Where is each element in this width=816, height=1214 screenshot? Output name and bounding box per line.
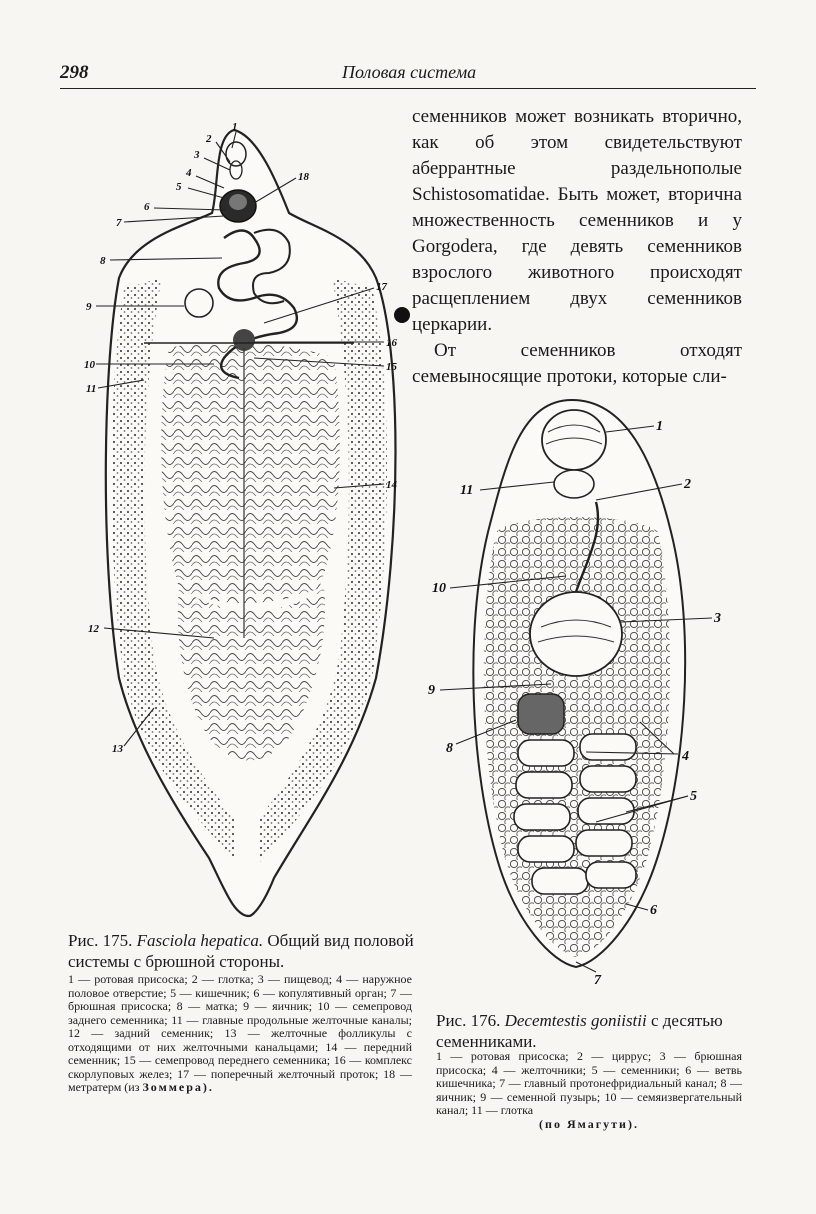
figure-175-fasciola-hepatica: [84, 118, 414, 918]
fig175-label: 5: [176, 181, 182, 193]
body-text: [412, 104, 742, 390]
fig175-label: 12: [88, 623, 99, 635]
fig175-label: 16: [386, 337, 397, 349]
fig175-label: 2: [206, 133, 212, 145]
legend-text: 1 — ротовая присоска; 2 — глотка; 3 — пищевод; 4 — наружное половое отверстие; 5 — кишечник; 6 — копулятивный орган; 7 — брюшная присоска; 8 — матка; 9 — яичник; 10 — семепровод заднего семенника; 11 — главные продольные желточные каналы; 12 — задний семенник; 13 — желточные фолликулы с отходящими от них желточными канальцами; 14 — передний семенник; 15 — семепровод переднего семенника; 16 — комплекс скорлуповых желез; 17 — поперечный желточный проток; 18 — метратерм (из: [68, 972, 412, 1094]
testis: [576, 830, 632, 856]
legend-source: (по Ямагути).: [539, 1116, 639, 1131]
caption-text: Общий вид половой системы с брюшной стороны.: [68, 931, 414, 971]
fig175-label: 9: [86, 301, 92, 313]
running-title: Половая система: [342, 62, 477, 82]
body-paragraph-2: От семенников отходят семевыносящие протоки, которые сли-: [412, 340, 742, 387]
ventral-sucker: [530, 592, 622, 676]
fig175-label: 11: [86, 383, 97, 395]
testis: [580, 766, 636, 792]
fig176-label: 1: [656, 419, 663, 434]
fig176-label: 3: [714, 611, 721, 626]
fig176-label: 11: [460, 483, 474, 498]
testis: [518, 836, 574, 862]
figure-176-legend: [436, 1050, 742, 1131]
legend-text: 1 — ротовая присоска; 2 — циррус; 3 — брюшная присоска; 4 — желточники; 5 — семенники; 6 — ветвь кишечника; 7 — главный протонефридиальный канал; 8 — яичник; 9 — семенной пузырь; 10 — семяизвергательный канал; 11 — глотка: [436, 1049, 742, 1117]
testis: [578, 798, 634, 824]
figure-175-legend: [68, 973, 412, 1095]
fig176-label: 5: [690, 789, 697, 804]
figure-176-decemtestis-goniistii: [426, 392, 742, 992]
fig175-label: 14: [386, 479, 397, 491]
legend-source-line: [436, 1118, 742, 1132]
header-rule: [60, 88, 756, 89]
fig176-label: 4: [682, 749, 689, 764]
fig175-label: 17: [376, 281, 387, 293]
page-header: [60, 62, 756, 86]
fig176-label: 7: [594, 973, 601, 988]
caption-prefix: Рис. 176.: [436, 1011, 501, 1030]
fig175-label: 7: [116, 217, 122, 229]
anterior-testis: [161, 343, 340, 603]
caption-species: Fasciola hepatica.: [136, 931, 264, 950]
testis: [514, 804, 570, 830]
fig175-label: 15: [386, 361, 397, 373]
testis: [580, 734, 636, 760]
ovary: [518, 694, 564, 734]
testis: [532, 868, 588, 894]
testis: [518, 740, 574, 766]
fig176-label: 10: [432, 581, 446, 596]
page-number: 298: [60, 62, 89, 83]
fig175-label: 8: [100, 255, 106, 267]
caption-text: с десятью семенниками.: [436, 1011, 723, 1051]
fig176-label: 2: [684, 477, 691, 492]
testis: [516, 772, 572, 798]
cirrus-pouch: [229, 194, 247, 210]
caption-species: Decemtestis goniistii: [504, 1011, 647, 1030]
figure-176-caption: [436, 1010, 742, 1052]
fig175-label: 6: [144, 201, 150, 213]
fig175-label: 1: [232, 121, 238, 133]
testis: [586, 862, 636, 888]
fig176-label: 6: [650, 903, 657, 918]
fig175-label: 10: [84, 359, 95, 371]
fig175-label: 4: [186, 167, 192, 179]
oral-sucker: [542, 410, 606, 470]
fig176-label: 8: [446, 741, 453, 756]
caption-prefix: Рис. 175.: [68, 931, 133, 950]
fig176-label: 9: [428, 683, 435, 698]
figure-175-caption: [68, 930, 414, 972]
pharynx: [554, 470, 594, 498]
fig175-label: 18: [298, 171, 309, 183]
legend-source: Зоммера).: [142, 1080, 214, 1094]
shell-gland-complex: [233, 329, 255, 351]
fig175-label: 3: [194, 149, 200, 161]
fig175-label: 13: [112, 743, 123, 755]
body-paragraph-1: семенников может возникать вторично, как об этом свидетельствуют аберрантные раздельнополые Schistosomatidae. Быть может, вторична множественность семенников и у Gorgodera, где девять семенников взрослого животного происходят расщеплением двух семенников церкарии.: [412, 106, 742, 335]
